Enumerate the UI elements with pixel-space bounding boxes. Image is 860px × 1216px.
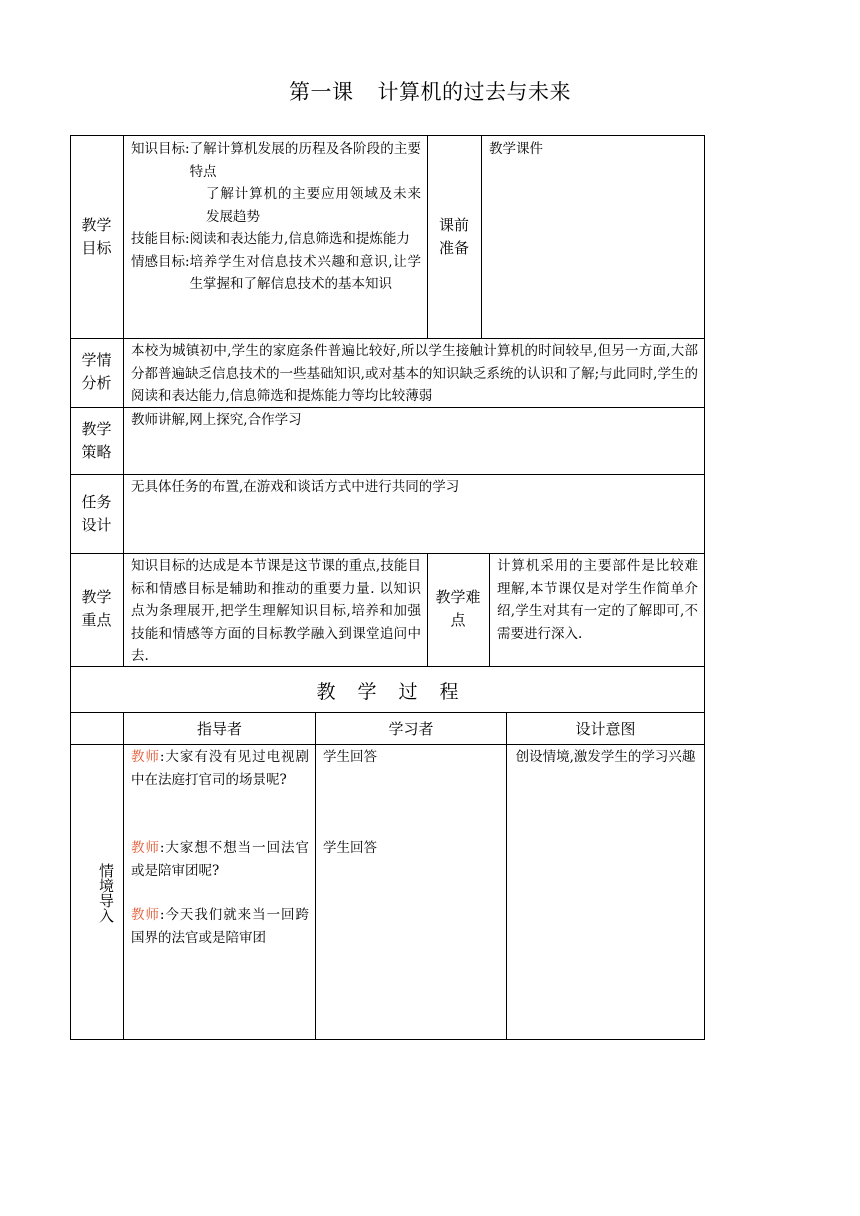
knowledge-goal-1: 了解计算机发展的历程及各阶段的主要特点: [189, 141, 421, 180]
learner-answer-1: 学生回答: [323, 749, 377, 765]
emotion-goal: 培养学生对信息技术兴趣和意识,让学生掌握和了解信息技术的基本知识: [189, 253, 421, 292]
preparation-label: 课前准备: [438, 216, 469, 257]
knowledge-key: 知识目标:: [131, 141, 190, 157]
teacher-tag: 教师: [131, 840, 160, 856]
difficulties-text: 计算机采用的主要部件是比较难理解,本节课仅是对学生作简单介绍,学生对其有一定的了解即可,不需要进行深入.: [497, 558, 698, 642]
key-points-label: 教学重点: [81, 588, 112, 629]
table-border-top: [70, 135, 705, 136]
emotion-key: 情感目标:: [131, 253, 190, 270]
skill-goal: 阅读和表达能力,信息筛选和提炼能力: [189, 231, 410, 247]
objectives-content: [131, 138, 421, 296]
column-header-intent: 设计意图: [575, 720, 636, 738]
lesson-name: 计算机的过去与未来: [377, 80, 571, 104]
table-divider-v: [315, 712, 316, 1040]
table-divider-v: [123, 712, 124, 1040]
analysis-text: 本校为城镇初中,学生的家庭条件普遍比较好,所以学生接触计算机的时间较早,但另一方面,大部分都普遍缺乏信息技术的一些基础知识,或对基本的知识缺乏系统的认识和了解;与此同时,学生的阅读和表达能力,信息筛选和提炼能力等均比较薄弱: [131, 343, 698, 404]
table-divider-v: [123, 135, 124, 667]
difficulties-label: 教学难点: [435, 588, 481, 629]
table-divider-v: [481, 135, 482, 339]
table-divider: [70, 744, 705, 745]
column-header-learner: 学习者: [388, 720, 434, 738]
table-divider: [70, 553, 705, 554]
table-divider-v: [427, 135, 428, 339]
table-border-bottom: [70, 1039, 705, 1040]
design-intent: 创设情境,激发学生的学习兴趣: [515, 749, 696, 765]
analysis-label: 学情分析: [81, 351, 112, 392]
process-heading: 教学过程: [316, 681, 481, 703]
table-border-right: [704, 135, 705, 1040]
strategy-text: 教师讲解,网上探究,合作学习: [131, 412, 302, 428]
preparation-value: 教学课件: [489, 141, 543, 157]
table-divider-v: [489, 553, 490, 667]
strategy-label: 教学策略: [81, 420, 112, 461]
table-divider: [70, 338, 705, 339]
table-divider-v: [506, 712, 507, 1040]
guide-question-3: [131, 904, 309, 949]
objectives-label: 教学目标: [81, 216, 112, 257]
guide-question-2: [131, 837, 309, 882]
lesson-number: 第一课: [289, 80, 354, 104]
page-title: [0, 76, 860, 106]
knowledge-goal-2: 了解计算机的主要应用领域及未来发展趋势: [206, 186, 421, 225]
guide-question-1: [131, 746, 309, 791]
column-header-guide: 指导者: [196, 720, 242, 738]
situation-intro-label: 情境导入: [97, 862, 115, 923]
table-divider-v: [427, 553, 428, 667]
question-text: :大家有没有见过电视剧中在法庭打官司的场景呢?: [131, 749, 309, 788]
key-points-text: 知识目标的达成是本节课是这节课的重点,技能目标和情感目标是辅助和推动的重要力量. 以知识点为条理展开,把学生理解知识目标,培养和加强技能和情感等方面的目标教学融入到课堂追问中去.: [131, 558, 421, 664]
teacher-tag: 教师: [131, 907, 160, 923]
teacher-tag: 教师: [131, 749, 160, 765]
task-label: 任务设计: [81, 493, 112, 534]
skill-key: 技能目标:: [131, 231, 190, 247]
table-divider: [70, 474, 705, 475]
learner-answer-2: 学生回答: [323, 840, 377, 856]
question-text: :大家想不想当一回法官或是陪审团呢?: [131, 840, 309, 879]
question-text: :今天我们就来当一回跨国界的法官或是陪审团: [131, 907, 309, 946]
task-text: 无具体任务的布置,在游戏和谈话方式中进行共同的学习: [131, 479, 460, 495]
table-border-left: [70, 135, 71, 1040]
table-divider: [70, 712, 705, 713]
